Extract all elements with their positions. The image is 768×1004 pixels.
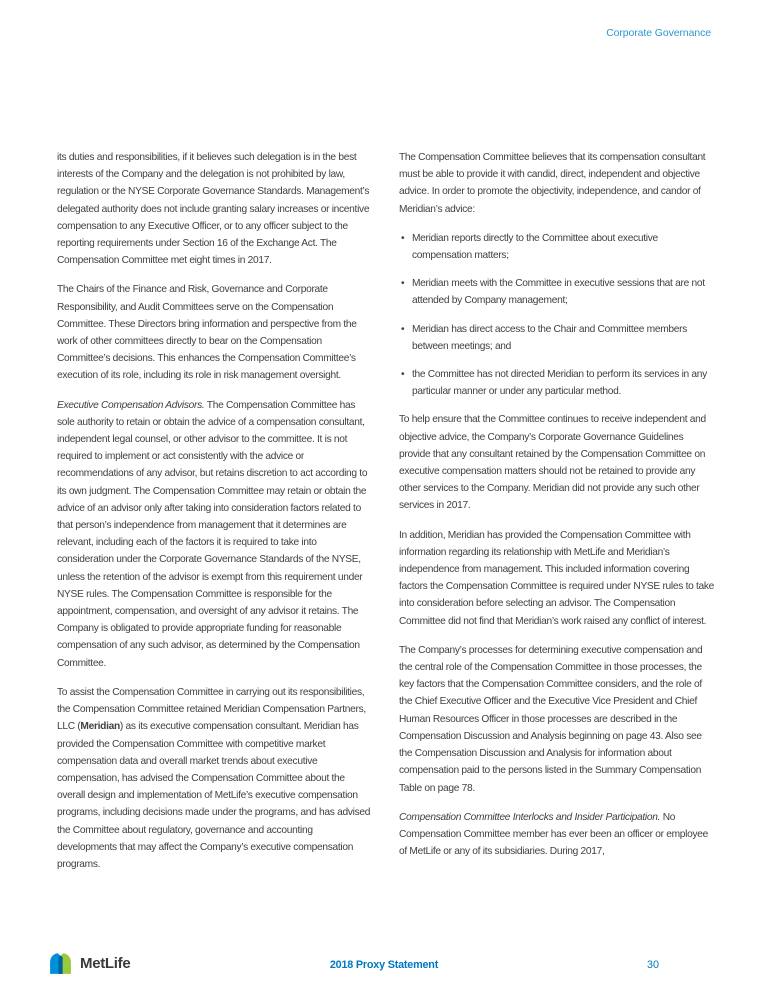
paragraph: The Company’s processes for determining executive compensation and the central role of the Compensation Committee in those processes, the key factors that the Compensation Committee considers, and the role of the Chief Executive Officer and the Executive Vice President and Chief Human Resources Officer in those processes are described in the Compensation Discussion and Analysis beginning on page 43. Also see the Compensation Discussion and Analysis for information about compensation paid to the persons listed in the Summary Compensation Table on page 78.	[399, 644, 703, 794]
footer-document-title: 2018 Proxy Statement	[329, 959, 439, 971]
page-number: 30	[647, 959, 660, 971]
bullet-icon: •	[401, 369, 405, 381]
paragraph: The Chairs of the Finance and Risk, Governance and Corporate Responsibility, and Audit Committees serve on the Compensation Committee. These Directors bring information and perspective from the work of other committees directly to bear on the Compensation Committee’s decisions. This enhances the Compensation Committee’s execution of its role, including its role in risk management oversight.	[57, 284, 357, 382]
metlife-wordmark: MetLife	[80, 955, 131, 972]
paragraph: To assist the Compensation Committee in carrying out its responsibilities, the Compensation Committee retained Meridian Compensation Partners, LLC (Meridian) as its executive compensation consultant. Meridian has provided the Compensation Committee with competitive market compensation data and overall market trends about executive compensation, has advised the Compensation Committee about the overall design and implementation of MetLife’s executive compensation programs, including decisions made under the programs, and has advised the Committee about regulatory, governance and accounting developments that may affect the Company’s executive compensation programs.	[57, 686, 371, 870]
list-item-text: Meridian reports directly to the Committee about executive compensation matters;	[412, 232, 658, 262]
list-item-text: Meridian meets with the Committee in executive sessions that are not attended by Company management;	[412, 278, 705, 307]
list-item-text: Meridian has direct access to the Chair and Committee members between meetings; and	[412, 323, 687, 352]
right-column	[399, 149, 717, 885]
list-item	[399, 275, 717, 309]
left-column	[57, 149, 375, 885]
paragraph: Executive Compensation Advisors. The Compensation Committee has sole authority to retain or obtain the advice of a compensation consultant, independent legal counsel, or other advisor to the committee. It is not required to implement or act consistently with the advice or recommendations of any advisor, but retains discretion to act according to its own judgment. The Compensation Committee may retain or obtain the advice of an advisor only after taking into consideration factors related to that person’s independence from management that it determines are relevant, including each of the factors it is required to take into consideration under the Corporate Governance Standards of the NYSE, unless the retention of the advisor is exempt from this requirement under NYSE rules. The Compensation Committee is responsible for the appointment, compensation, and oversight of any advisor it retains. The Company is obligated to provide appropriate funding for reasonable compensation of any such advisor, as determined by the Compensation Committee.	[57, 399, 368, 669]
paragraph: In addition, Meridian has provided the Compensation Committee with information regarding its relationship with MetLife and Meridian’s independence from management. This included information covering factors the Compensation Committee is required under NYSE rules to take into consideration before selecting an advisor. The Compensation Committee did not find that Meridian’s work raised any conflict of interest.	[399, 529, 715, 627]
bullet-icon: •	[401, 278, 405, 290]
list-item	[399, 230, 717, 264]
two-column-body	[57, 149, 717, 885]
paragraph: Compensation Committee Interlocks and Insider Participation. No Compensation Committee member has ever been an officer or employee of MetLife or any of its subsidiaries. During 2017,	[399, 811, 709, 858]
list-item	[399, 366, 717, 400]
bullet-icon: •	[401, 232, 405, 244]
paragraph: The Compensation Committee believes that its compensation consultant must be able to provide it with candid, direct, independent and objective advice. In order to promote the objectivity, independence, and candor of Meridian’s advice:	[399, 152, 706, 215]
section-header-label: Corporate Governance	[606, 27, 711, 39]
list-item-text: the Committee has not directed Meridian to perform its services in any particular manner or under any particular method.	[412, 369, 707, 398]
list-item	[399, 321, 717, 355]
bullet-icon: •	[401, 323, 405, 335]
paragraph: To help ensure that the Committee continues to receive independent and objective advice, the Company’s Corporate Governance Guidelines provide that any consultant retained by the Compensation Committee on executive compensation matters should not be retained to provide any other services to the Company. Meridian did not provide any such other services in 2017.	[399, 414, 706, 512]
paragraph: its duties and responsibilities, if it believes such delegation is in the best interests of the Company and the delegation is not prohibited by law, regulation or the NYSE Corporate Governance Standards. Management’s delegated authority does not include granting salary increases or incentive compensation to any Executive Officer, or to any officer subject to the reporting requirements under Section 16 of the Exchange Act. The Compensation Committee met eight times in 2017.	[57, 152, 370, 267]
bullet-list	[399, 230, 717, 401]
